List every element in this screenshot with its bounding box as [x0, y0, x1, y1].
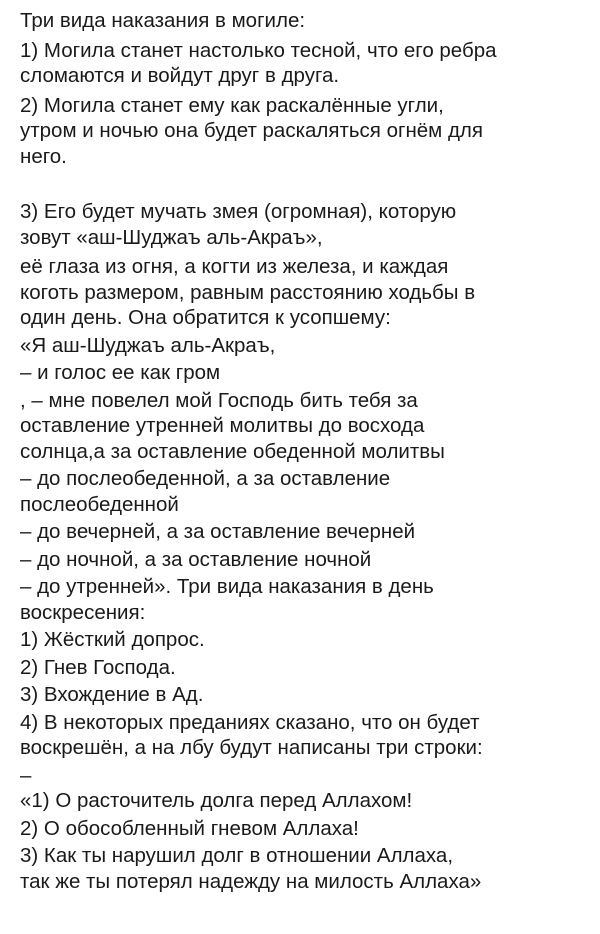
text-line: её глаза из огня, а когти из железа, и каждая: [20, 255, 449, 278]
dash-line: –: [20, 763, 32, 787]
text-line: оставление утренней молитвы до восхода: [20, 414, 425, 437]
text-line: 4) В некоторых преданиях сказано, что он будет: [20, 710, 480, 734]
text-line: коготь размером, равным расстоянию ходьбы в: [20, 280, 476, 304]
text-line: один день. Она обратится к усопшему:: [20, 306, 391, 329]
text-line: «1) О расточитель долга перед Аллахом!: [20, 789, 413, 812]
text-line: 3) Вхождение в Ад.: [20, 683, 204, 706]
text-line: , – мне повелел мой Господь бить тебя за: [20, 388, 418, 412]
text-line: 3) Его будет мучать змея (огромная), которую: [20, 200, 457, 223]
text-line: сломаются и войдут друг в друга.: [20, 64, 340, 87]
text-line: послеобеденной: [20, 492, 179, 516]
text-line: зовут «аш-Шуджаъ аль-Акраъ»,: [20, 225, 323, 249]
text-line: 2) Могила станет ему как раскалённые угли,: [20, 93, 444, 117]
text-line: солнца,а за оставление обеденной молитвы: [20, 439, 445, 463]
text-line: «Я аш-Шуджаъ аль-Акраъ,: [20, 333, 276, 357]
text-line: – и голос ее как гром: [20, 361, 221, 384]
text-line: – до вечерней, а за оставление вечерней: [20, 520, 416, 543]
text-line: – до послеобеденной, а за оставление: [20, 467, 391, 490]
text-line: – до ночной, а за оставление ночной: [20, 547, 372, 571]
text-line: 2) Гнев Господа.: [20, 655, 176, 679]
heading-grave-punishments: Три вида наказания в могиле:: [20, 9, 306, 32]
text-line: воскрешён, а на лбу будут написаны три строки:: [20, 736, 483, 759]
text-line: утром и ночью она будет раскаляться огнём для: [20, 119, 483, 142]
text-line: воскресения:: [20, 600, 146, 624]
text-line: 1) Могила станет настолько тесной, что его ребра: [20, 38, 497, 62]
text-line: 2) О обособленный гневом Аллаха!: [20, 816, 359, 840]
text-line: него.: [20, 144, 67, 168]
text-line: – до утренней». Три вида наказания в день: [20, 575, 434, 598]
text-line: так же ты потерял надежду на милость Аллаха»: [20, 869, 482, 893]
text-line: 1) Жёсткий допрос.: [20, 628, 205, 651]
text-line: 3) Как ты нарушил долг в отношении Аллаха,: [20, 844, 454, 867]
